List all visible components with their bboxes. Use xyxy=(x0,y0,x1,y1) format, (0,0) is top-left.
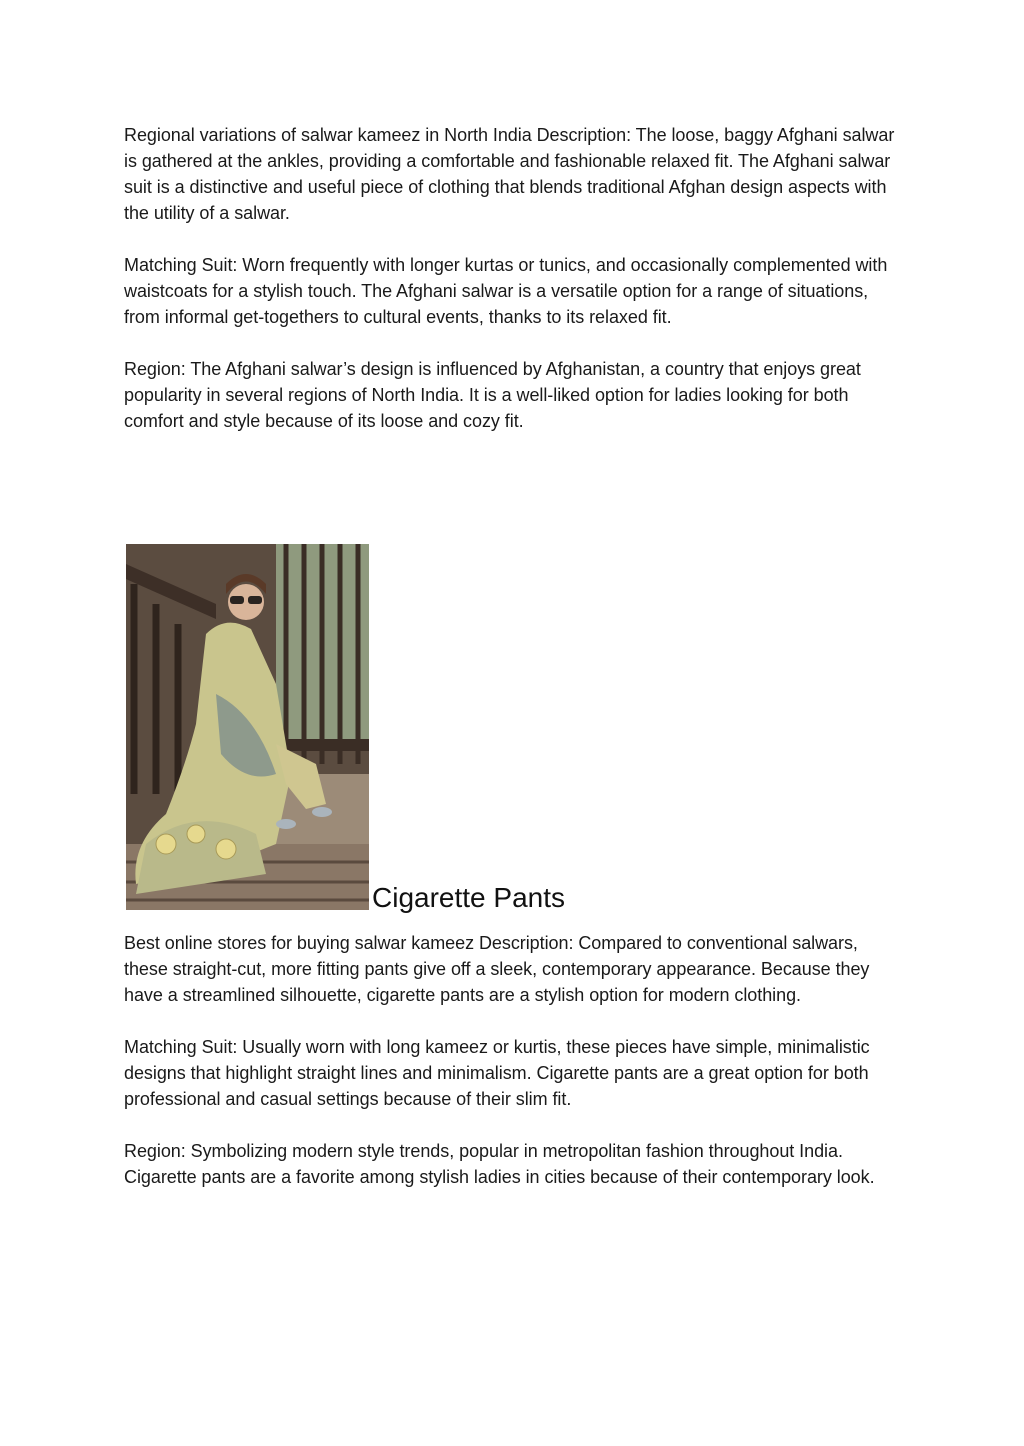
model-photo xyxy=(126,544,369,910)
cigarette-matching-suit-paragraph: Matching Suit: Usually worn with long kameez or kurtis, these pieces have simple, minimalistic designs that highlight straight lines and minimalism. Cigarette pants are a great option for both professional and casual settings because of their slim fit. xyxy=(124,1037,870,1109)
spacer xyxy=(124,460,900,544)
cigarette-description-paragraph: Best online stores for buying salwar kameez Description: Compared to conventional salwars, these straight-cut, more fitting pants give off a sleek, contemporary appearance. Because they have a streamlined silhouette, cigarette pants are a stylish option for modern clothing. xyxy=(124,933,870,1005)
afghani-matching-suit-paragraph: Matching Suit: Worn frequently with longer kurtas or tunics, and occasionally complemented with waistcoats for a stylish touch. The Afghani salwar is a versatile option for a range of situations, from informal get-togethers to cultural events, thanks to its relaxed fit. xyxy=(124,255,888,327)
document-page xyxy=(124,122,900,1216)
cigarette-region-paragraph: Region: Symbolizing modern style trends, popular in metropolitan fashion throughout India. Cigarette pants are a favorite among stylish ladies in cities because of their contemporary look. xyxy=(124,1141,875,1187)
cigarette-pants-heading: Cigarette Pants xyxy=(372,882,565,913)
figure-row xyxy=(126,544,900,913)
afghani-description-paragraph: Regional variations of salwar kameez in North India Description: The loose, baggy Afghani salwar is gathered at the ankles, providing a comfortable and fashionable relaxed fit. The Afghani salwar suit is a distinctive and useful piece of clothing that blends traditional Afghan design aspects with the utility of a salwar. xyxy=(124,125,895,223)
afghani-region-paragraph: Region: The Afghani salwar’s design is influenced by Afghanistan, a country that enjoys great popularity in several regions of North India. It is a well-liked option for ladies looking for both comfort and style because of its loose and cozy fit. xyxy=(124,359,861,431)
